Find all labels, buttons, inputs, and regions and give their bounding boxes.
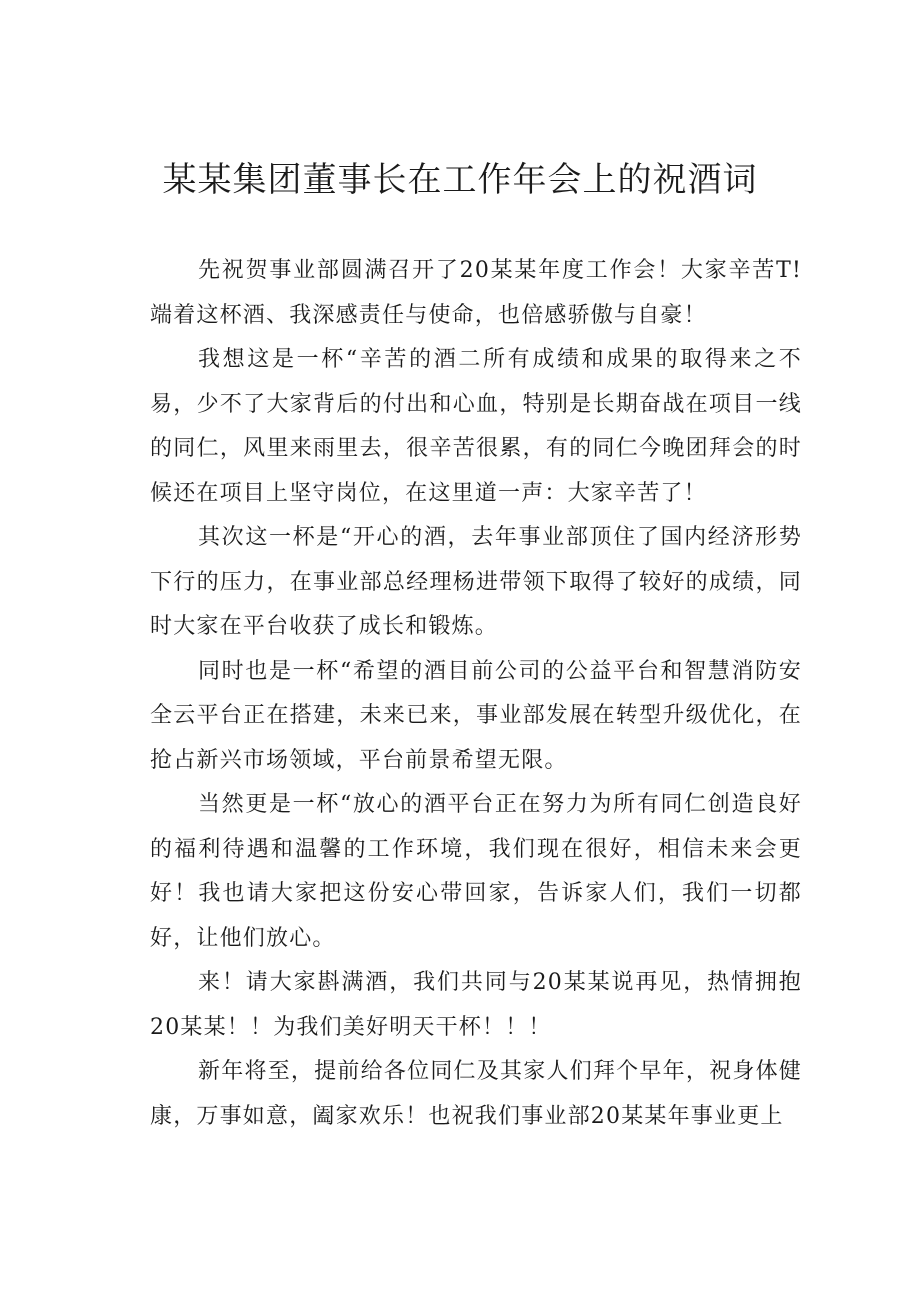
paragraph-7: 新年将至，提前给各位同仁及其家人们拜个早年，祝身体健康，万事如意，阖家欢乐！也祝我们事业部20某某年事业更上 [150,1059,802,1129]
paragraph-5: 当然更是一杯“放心的酒平台正在努力为所有同仁创造良好的福利待遇和温馨的工作环境，我们现在很好，相信未来会更好！我也请大家把这份安心带回家，告诉家人们，我们一切都好，让他们放心。 [150,792,802,951]
paragraph-6: 来！请大家斟满酒，我们共同与20某某说再见，热情拥抱20某某！！为我们美好明天干杯！！！ [150,970,802,1040]
document-body [150,249,802,1139]
paragraph-3: 其次这一杯是“开心的酒，去年事业部顶住了国内经济形势下行的压力，在事业部总经理杨进带领下取得了较好的成绩，同时大家在平台收获了成长和锻炼。 [150,525,802,639]
paragraph-1: 先祝贺事业部圆满召开了20某某年度工作会！大家辛苦T!端着这杯酒、我深感责任与使命，也倍感骄傲与自豪！ [150,258,802,328]
paragraph-4: 同时也是一杯“希望的酒目前公司的公益平台和智慧消防安全云平台正在搭建，未来已来，事业部发展在转型升级优化，在抢占新兴市场领域，平台前景希望无限。 [150,658,802,773]
paragraph-2: 我想这是一杯“辛苦的酒二所有成绩和成果的取得来之不易，少不了大家背后的付出和心血，特别是长期奋战在项目一线的同仁，风里来雨里去，很辛苦很累，有的同仁今晚团拜会的时候还在项目上坚守岗位，在这里道一声：大家辛苦了！ [150,347,802,506]
document-title: 某某集团董事长在工作年会上的祝酒词 [162,160,758,200]
